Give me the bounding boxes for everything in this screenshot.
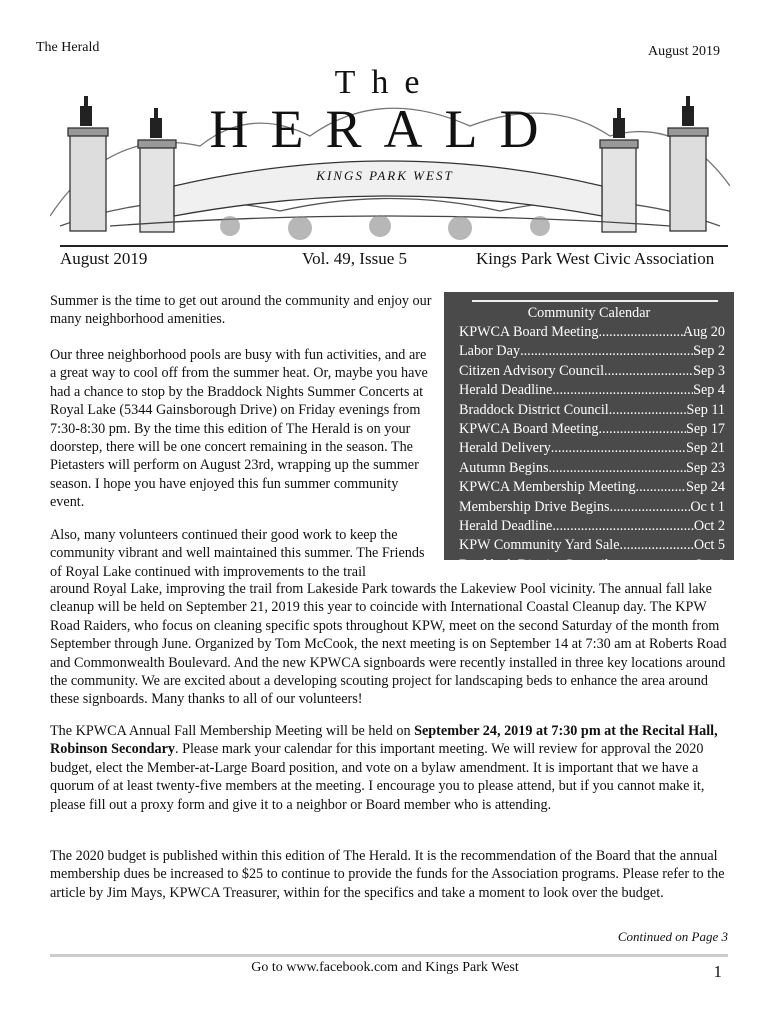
article-paragraph-2: Our three neighborhood pools are busy with fun activities, and are a great way to cool off from the summer heat. Or, maybe you have had a chance to stop by the Braddock Nights Summer Concerts at Royal Lake (5344 Gainsborough Drive) on Friday evenings from 7:30-8:30 pm. By the time this edition of The Herald is on your doorstep, there will be one concert remaining in the season. The Pietasters will perform on August 23rd, wrapping up the summer season. I hope you have enjoyed this fun summer community event. (50, 347, 428, 511)
continued-note: Continued on Page 3 (617, 929, 728, 944)
masthead-title: HERALD (209, 99, 561, 159)
meeting-body: . Please mark your calendar for this important meeting. We will review for approval the 2020 budget, elect the Member-at-Large Board position, and vote on a bylaw amendment. It is important that we have a quorum of at least twenty-five members at the meeting. I encourage you to please attend, but if you cannot make it, please fill out a proxy form and give it to a neighbor or Board member who is attending. (50, 741, 705, 813)
calendar-event: KPWCA Membership Meeting (459, 479, 636, 496)
calendar-leader-dots (552, 381, 693, 400)
footer-rule (50, 954, 728, 957)
calendar-event: Labor Day (459, 343, 521, 360)
calendar-date: Sep 17 (685, 421, 725, 438)
article-paragraph-4 (50, 722, 728, 814)
calendar-date: Oct 5 (693, 537, 725, 554)
calendar-date: Oct 2 (693, 518, 725, 535)
calendar-event: Citizen Advisory Council (459, 362, 605, 379)
footer-text: Go to www.facebook.com and Kings Park West (251, 960, 519, 975)
calendar-item (459, 420, 725, 439)
meeting-intro: The KPWCA Annual Fall Membership Meeting will be held on (50, 723, 415, 739)
calendar-leader-dots (599, 323, 683, 342)
masthead-rule (60, 245, 728, 247)
calendar-leader-dots (552, 517, 694, 536)
calendar-top-rule (472, 300, 718, 302)
calendar-date: Oc t 1 (690, 498, 725, 515)
calendar-date: Sep 2 (693, 343, 725, 360)
meeting-details: September 24, 2019 at 7:30 pm at the Recital Hall, Robinson Secondary (50, 723, 718, 758)
calendar-item (459, 323, 725, 342)
community-calendar (444, 292, 734, 573)
calendar-item (459, 459, 725, 478)
issue-organization: Kings Park West Civic Association (476, 249, 715, 268)
calendar-event: KPWCA Board Meeting (459, 421, 599, 438)
calendar-item (459, 478, 725, 497)
calendar-event: Braddock District Council (459, 556, 609, 573)
running-header-title: The Herald (36, 40, 100, 55)
calendar-item (459, 362, 725, 381)
calendar-item (459, 556, 725, 575)
calendar-event: Autumn Begins (459, 459, 549, 476)
calendar-event: Herald Deadline (459, 518, 553, 535)
masthead-subtitle: KINGS PARK WEST (316, 168, 454, 183)
calendar-leader-dots (609, 556, 694, 575)
calendar-item (459, 439, 725, 458)
calendar-event: KPWCA Board Meeting (459, 324, 599, 340)
article-paragraph-3-end: around Royal Lake, improving the trail from Lakeside Park towards the Lakeview Pool vicinity. The annual fall lake cleanup will be held on September 21, 2019 this year to coincide with International Coastal Cleanup day. The KPW Road Raiders, who focus on cleaning specific spots throughout KPW, meet on the second Saturday of the month from September through June. Organized by Tom McCook, the next meeting is on September 14 at 7:30 am at Roberts Road and Commonwealth Boulevard. And the new KPWCA signboards were recently installed in three key locations around the community. We are excited about a developing scouting project for landscaping beds to enhance the area around these signboards. Many thanks to all of our volunteers! (50, 581, 727, 708)
calendar-leader-dots (520, 342, 693, 361)
calendar-date: Sep 24 (685, 479, 725, 496)
calendar-item (459, 517, 725, 536)
calendar-date: Sep 21 (685, 440, 725, 457)
calendar-event: Herald Deadline (459, 382, 553, 399)
calendar-list (459, 323, 725, 575)
calendar-leader-dots (610, 498, 691, 517)
issue-volume: Vol. 49, Issue 5 (302, 249, 407, 268)
calendar-date: Sep 23 (685, 459, 725, 476)
article-paragraph-5: The 2020 budget is published within this edition of The Herald. It is the recommendation of the Board that the annual membership dues be increased to $25 to continue to provide the funds for the Association programs. Please refer to the article by Jim Mays, KPWCA Treasurer, within for the specifics and take a moment to look over the budget. (50, 848, 725, 901)
calendar-event: KPW Community Yard Sale (459, 537, 620, 554)
calendar-date: Sep 11 (686, 401, 725, 418)
calendar-item (459, 342, 725, 361)
article-paragraph-1: Summer is the time to get out around the community and enjoy our many neighborhood amenities. (50, 293, 432, 328)
calendar-date: Sep 4 (693, 382, 725, 399)
calendar-item (459, 381, 725, 400)
calendar-date: Sep 3 (693, 362, 725, 379)
running-header-date: August 2019 (648, 44, 720, 59)
calendar-leader-dots (609, 401, 687, 420)
calendar-event: Herald Delivery (459, 440, 551, 457)
issue-date: August 2019 (60, 249, 148, 268)
calendar-event: Braddock District Council (459, 401, 609, 418)
masthead-the: The (334, 64, 436, 101)
calendar-leader-dots (620, 536, 694, 555)
calendar-leader-dots (604, 362, 693, 381)
calendar-date: Oct 9 (693, 556, 725, 573)
calendar-item (459, 536, 725, 555)
calendar-item (459, 401, 725, 420)
calendar-date: Aug 20 (682, 324, 725, 340)
calendar-leader-dots (551, 439, 686, 458)
calendar-event: Membership Drive Begins (459, 498, 610, 515)
calendar-leader-dots (636, 478, 686, 497)
calendar-title: Community Calendar (527, 305, 651, 321)
calendar-item (459, 498, 725, 517)
calendar-leader-dots (599, 420, 686, 439)
page-number: 1 (713, 962, 722, 981)
calendar-leader-dots (548, 459, 686, 478)
article-paragraph-3-start: Also, many volunteers continued their good work to keep the community vibrant and well maintained this summer. The Friends of Royal Lake continued with improvements to the trail (50, 527, 425, 580)
